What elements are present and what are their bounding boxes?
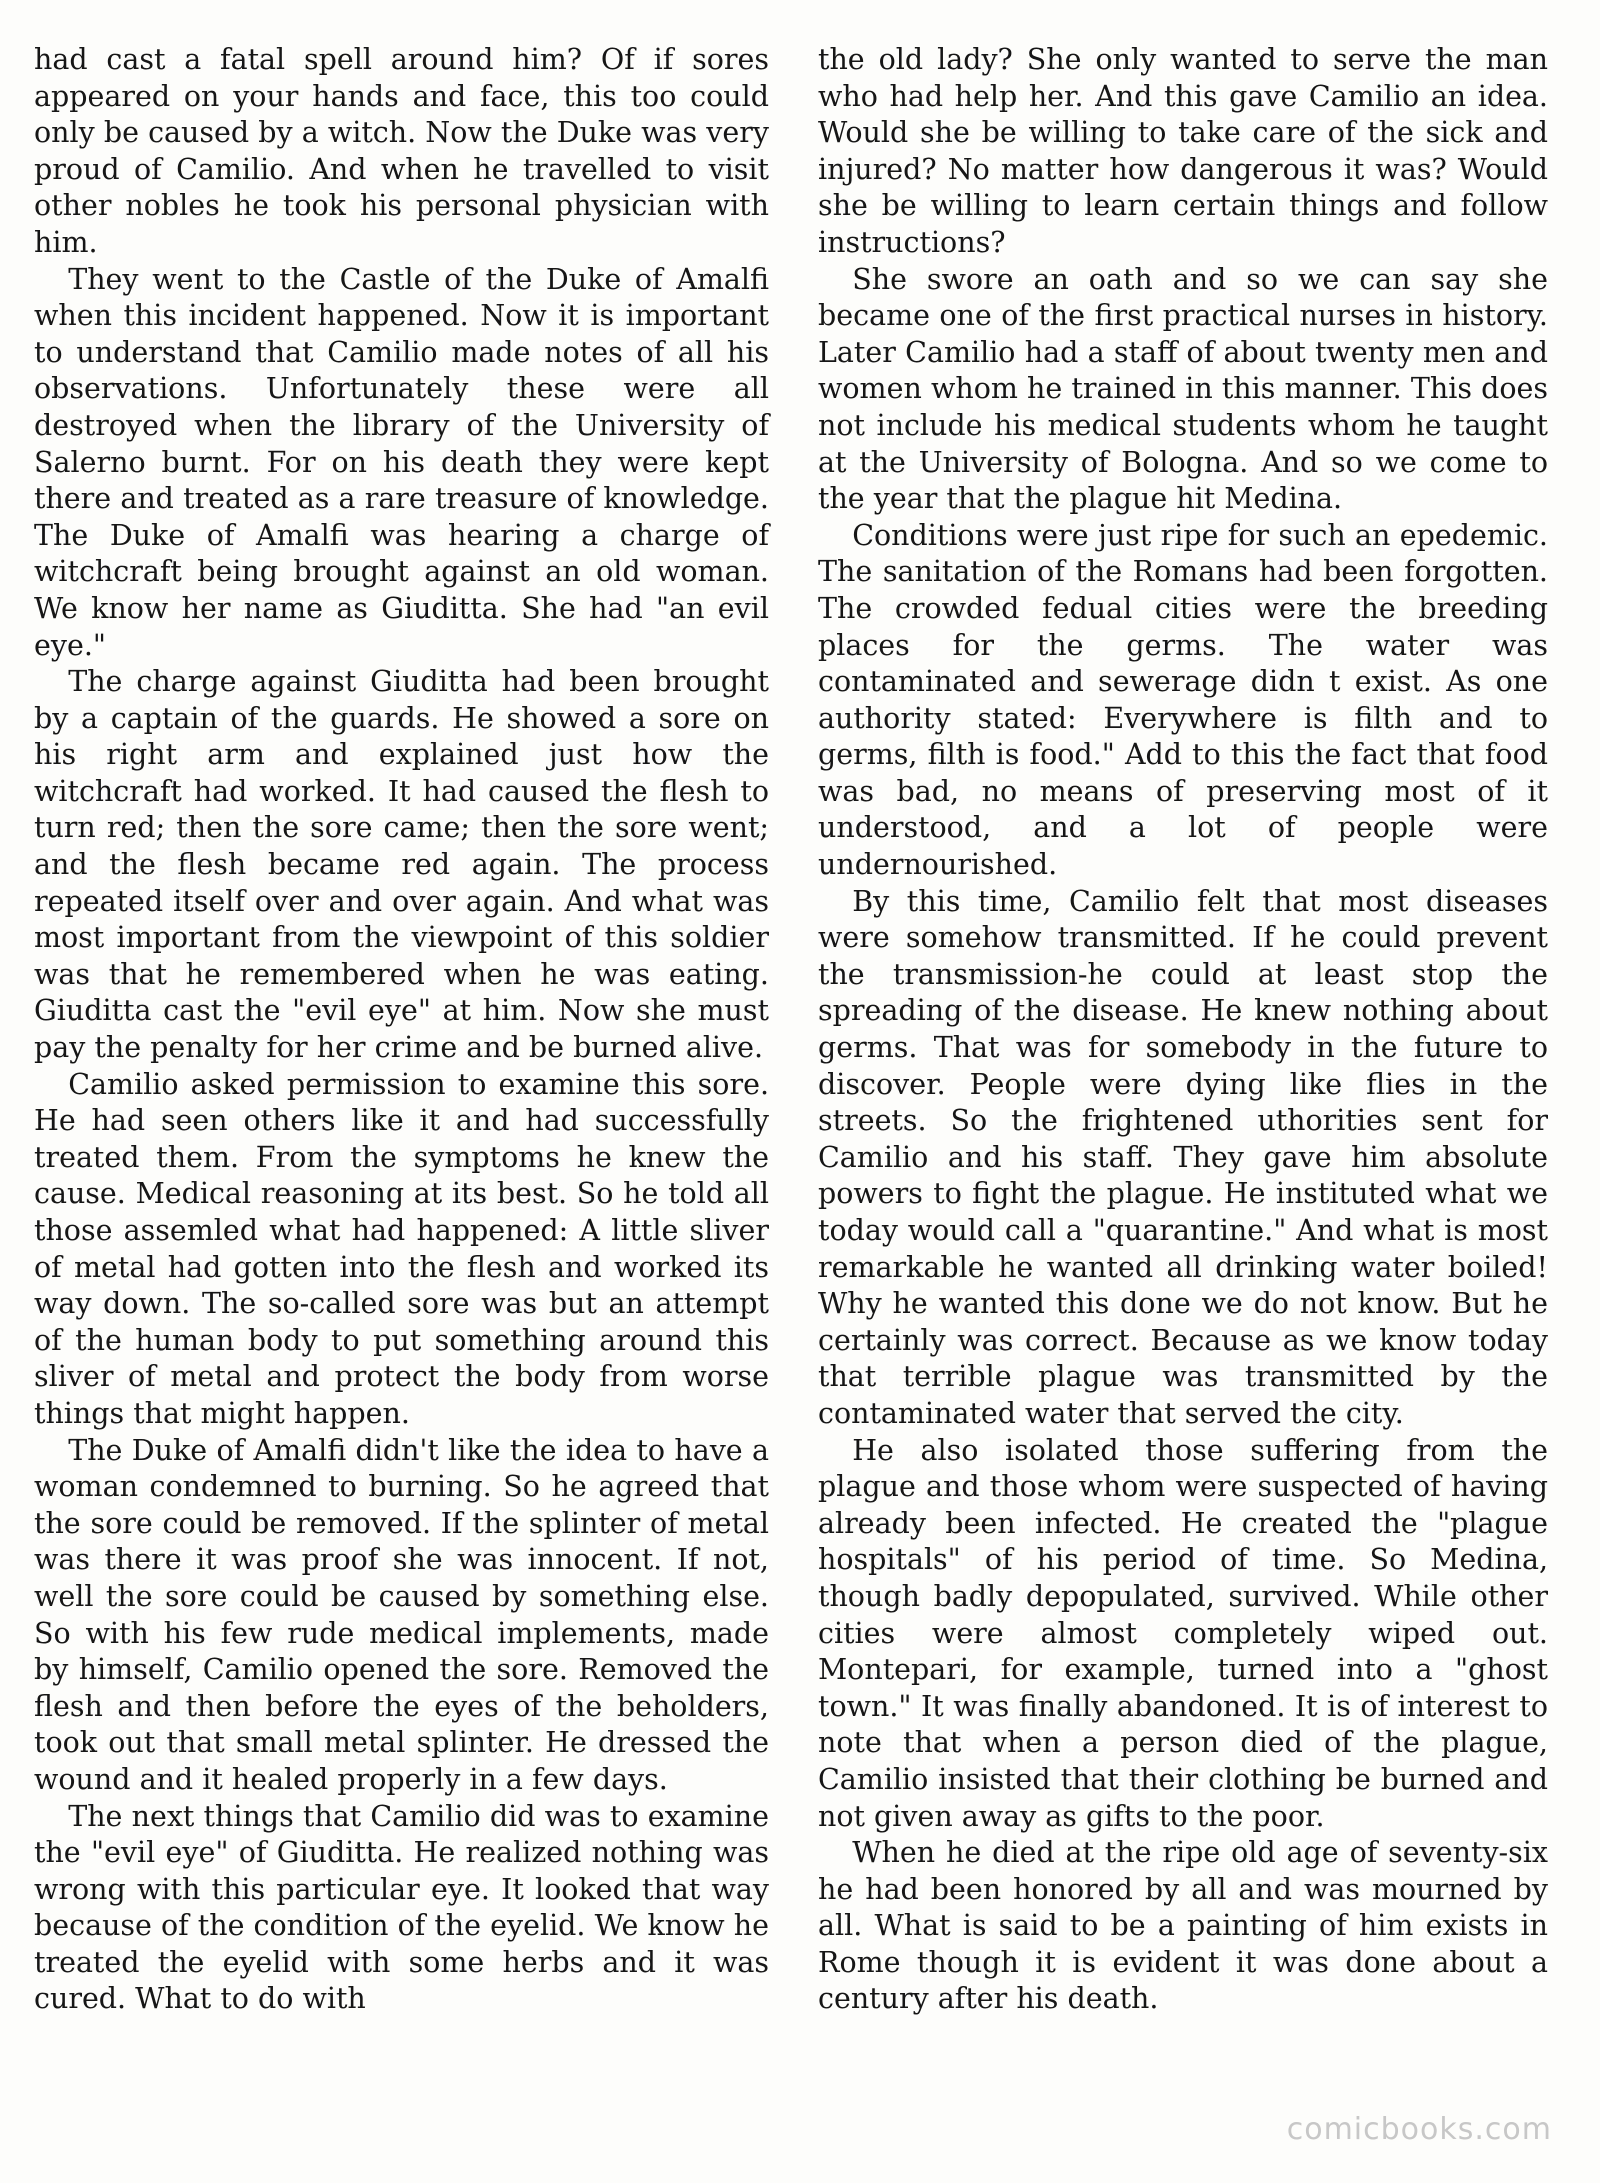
paragraph: The Duke of Amalfi didn't like the idea to have a woman condemned to burning. So he agreed that the sore could be removed. If the splinter of metal was there it was proof she was innocent. If not, well the sore could be caused by something else. So with his few rude medical implements, made by himself, Camilio opened the sore. Removed the flesh and then before the eyes of the beholders, took out that small metal splinter. He dressed the wound and it healed properly in a few days. — [34, 1433, 769, 1796]
paragraph: Camilio asked permission to examine this sore. He had seen others like it and had successfully treated them. From the symptoms he knew the cause. Medical reasoning at its best. So he told all those assemled what had happened: A little sliver of metal had gotten into the flesh and worked its way down. The so-called sore was but an attempt of the human body to put something around this sliver of metal and protect the body from worse things that might happen. — [34, 1067, 769, 1430]
paragraph: They went to the Castle of the Duke of Amalfi when this incident happened. Now it is important to understand that Camilio made notes of all his observations. Unfortunately these were all destroyed when the library of the University of Salerno burnt. For on his death they were kept there and treated as a rare treasure of knowledge. The Duke of Amalfi was hearing a charge of witchcraft being brought against an old woman. We know her name as Giuditta. She had "an evil eye." — [34, 262, 769, 662]
paragraph: When he died at the ripe old age of seventy-six he had been honored by all and was mourned by all. What is said to be a painting of him exists in Rome though it is evident it was done about a century after his death. — [818, 1836, 1548, 2016]
paragraph: The charge against Giuditta had been brought by a captain of the guards. He showed a sore on his right arm and explained just how the witchcraft had worked. It had caused the flesh to turn red; then the sore came; then the sore went; and the flesh became red again. The process repeated itself over and over again. And what was most important from the viewpoint of this soldier was that he remembered when he was eating. Giuditta cast the "evil eye" at him. Now she must pay the penalty for her crime and be burned alive. — [34, 665, 769, 1065]
left-text-column — [34, 42, 769, 2018]
paragraph: By this time, Camilio felt that most diseases were somehow transmitted. If he could prevent the transmission-he could at least stop the spreading of the disease. He knew nothing about germs. That was for somebody in the future to discover. People were dying like flies in the streets. So the frightened uthorities sent for Camilio and his staff. They gave him absolute powers to fight the plague. He instituted what we today would call a "quarantine." And what is most remarkable he wanted all drinking water boiled! Why he wanted this done we do not know. But he certainly was correct. Because as we know today that terrible plague was transmitted by the contaminated water that served the city. — [818, 884, 1548, 1430]
paragraph: She swore an oath and so we can say she became one of the first practical nurses in history. Later Camilio had a staff of about twenty men and women whom he trained in this manner. This does not include his medical students whom he taught at the University of Bologna. And so we come to the year that the plague hit Medina. — [818, 262, 1548, 516]
paragraph: Conditions were just ripe for such an epedemic. The sanitation of the Romans had been forgotten. The crowded fedual cities were the breeding places for the germs. The water was contaminated and sewerage didn t exist. As one authority stated: Everywhere is filth and to germs, filth is food." Add to this the fact that food was bad, no means of preserving most of it understood, and a lot of people were undernourished. — [818, 518, 1548, 882]
paragraph: He also isolated those suffering from the plague and those whom were suspected of having already been infected. He created the "plague hospitals" of his period of time. So Medina, though badly depopulated, survived. While other cities were almost completely wiped out. Montepari, for example, turned into a "ghost town." It was finally abandoned. It is of interest to note that when a person died of the plague, Camilio insisted that their clothing be burned and not given away as gifts to the poor. — [818, 1433, 1548, 1833]
right-text-column — [818, 42, 1548, 2018]
watermark: comicbooks.com — [1286, 2112, 1552, 2147]
paragraph: The next things that Camilio did was to examine the "evil eye" of Giuditta. He realized nothing was wrong with this particular eye. It looked that way because of the condition of the eyelid. We know he treated the eyelid with some herbs and it was cured. What to do with — [34, 1799, 769, 2016]
paragraph: the old lady? She only wanted to serve the man who had help her. And this gave Camilio an idea. Would she be willing to take care of the sick and injured? No matter how dangerous it was? Would she be willing to learn certain things and follow instructions? — [818, 43, 1548, 259]
paragraph: had cast a fatal spell around him? Of if sores appeared on your hands and face, this too could only be caused by a witch. Now the Duke was very proud of Camilio. And when he travelled to visit other nobles he took his personal physician with him. — [34, 43, 769, 259]
